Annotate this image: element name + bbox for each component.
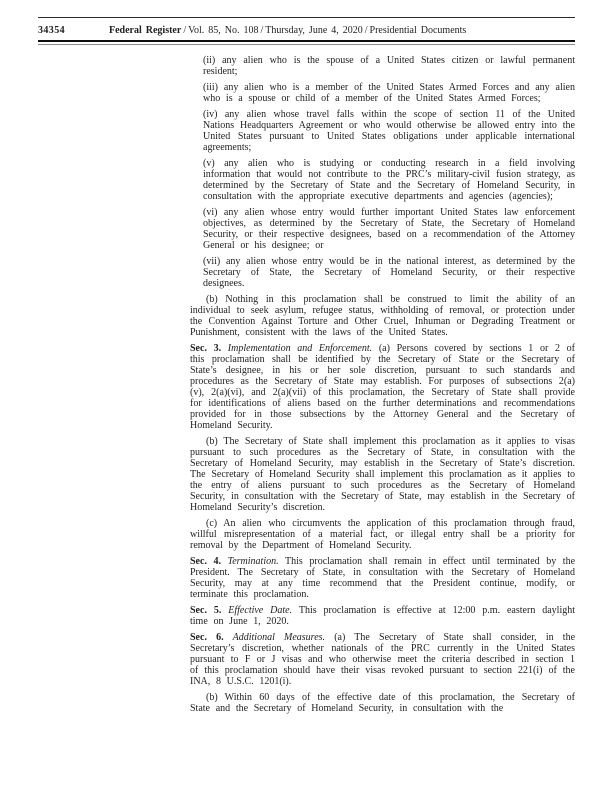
paragraph [203, 158, 575, 202]
text-segment-regular: (b) Nothing in this proclamation shall be construed to limit the ability of an individual to seek asylum, refugee status, withholding of removal, or protection under the Convention Against Torture and Other Cruel, Inhuman or Degrading Treatment or Punishment, consistent with the laws of the United States. [190, 294, 575, 338]
issue-info: / Vol. 85, No. 108 / Thursday, June 4, 2020 / Presidential Documents [181, 25, 467, 36]
text-segment-regular: This proclamation is effective at 12:00 p.m. eastern daylight time on June 1, 2020. [190, 605, 575, 627]
text-segment-regular: (iv) any alien whose travel falls within the scope of section 11 of the United Nations Headquarters Agreement or who would otherwise be allowed entry into the United States pursuant to United States obligations under applicable international agreements; [203, 109, 575, 153]
text-segment-italic: Implementation and Enforcement. [221, 343, 373, 354]
paragraph [203, 207, 575, 251]
paragraph [190, 436, 575, 513]
text-segment-regular: (vii) any alien whose entry would be in the national interest, as determined by the Secretary of State, the Secretary of Homeland Security, or their respective designees. [203, 256, 575, 289]
text-segment-regular: (vi) any alien whose entry would further important United States law enforcement objectives, as determined by the Secretary of State, the Secretary of Homeland Security, or their respective designees, based on a recommendation of the Attorney General or his designee; or [203, 207, 575, 251]
paragraph [190, 294, 575, 338]
paragraph [190, 605, 575, 627]
text-segment-bold: Sec. 4. [190, 556, 222, 567]
text-segment-bold: Sec. 6. [190, 632, 224, 643]
paragraph [203, 55, 575, 77]
paragraph [190, 632, 575, 687]
paragraph [190, 556, 575, 600]
document-body [190, 55, 575, 719]
header-top-rule [38, 17, 575, 18]
text-segment-bold: Sec. 3. [190, 343, 222, 354]
header-double-rule [38, 40, 575, 45]
text-segment-italic: Effective Date. [221, 605, 293, 616]
text-segment-regular: (b) Within 60 days of the effective date of this proclamation, the Secretary of State and the Secretary of Homeland Security, in consultation with the [190, 692, 575, 714]
paragraph [190, 518, 575, 551]
paragraph [203, 109, 575, 153]
text-segment-regular: This proclamation shall remain in effect until terminated by the President. The Secretary of State, in consultation with the Secretary of Homeland Security, may at any time recommend that the President continue, modify, or terminate this proclamation. [190, 556, 576, 600]
text-segment-regular: (a) Persons covered by sections 1 or 2 of this proclamation shall be identified by the Secretary of State or the Secretary of State’s designee, in his or her sole discretion, pursuant to such standards and procedures as the Secretary of State may establish. For purposes of subsections 2(a)(v), 2(a)(vi), and 2(a)(vii) of this proclamation, the Secretary of State shall provide for identifications of aliens based on the further determinations and recommendations provided for in those subsections by the Attorney General and the Secretary of Homeland Security. [190, 343, 575, 431]
paragraph [203, 256, 575, 289]
text-segment-regular: (ii) any alien who is the spouse of a United States citizen or lawful permanent resident; [203, 55, 575, 77]
header-title [109, 25, 466, 36]
text-segment-regular: (a) The Secretary of State shall consider, in the Secretary’s discretion, whether nationals of the PRC currently in the United States pursuant to F or J visas and who otherwise meet the criteria described in section 1 of this proclamation should have their visas revoked pursuant to section 221(i) of the INA, 8 U.S.C. 1201(i). [190, 632, 576, 687]
paragraph [203, 82, 575, 104]
page-header [38, 24, 575, 37]
text-segment-italic: Termination. [221, 556, 279, 567]
page-number: 34354 [38, 25, 65, 36]
paragraph [190, 692, 575, 714]
text-segment-regular: (b) The Secretary of State shall implement this proclamation as it applies to visas pursuant to such procedures as the Secretary of State, in consultation with the Secretary of Homeland Security, may establish in the Secretary of State’s discretion. The Secretary of Homeland Security shall implement this proclamation as it applies to the entry of aliens pursuant to such procedures as the Secretary of Homeland Security, in consultation with the Secretary of State, may establish in the Secretary of Homeland Security’s discretion. [190, 436, 575, 513]
text-segment-regular: (c) An alien who circumvents the application of this proclamation through fraud, willful misrepresentation of a material fact, or illegal entry shall be a priority for removal by the Department of Homeland Security. [190, 518, 575, 551]
text-segment-bold: Sec. 5. [190, 605, 222, 616]
text-segment-regular: (iii) any alien who is a member of the United States Armed Forces and any alien who is a spouse or child of a member of the United States Armed Forces; [203, 82, 575, 104]
text-segment-italic: Additional Measures. [223, 632, 326, 643]
journal-name: Federal Register [109, 25, 182, 36]
paragraph [190, 343, 575, 431]
text-segment-regular: (v) any alien who is studying or conducting research in a field involving information that would not contribute to the PRC’s military-civil fusion strategy, as determined by the Secretary of State and the Secretary of Homeland Security, in consultation with the appropriate executive departments and agencies (agencies); [203, 158, 575, 202]
